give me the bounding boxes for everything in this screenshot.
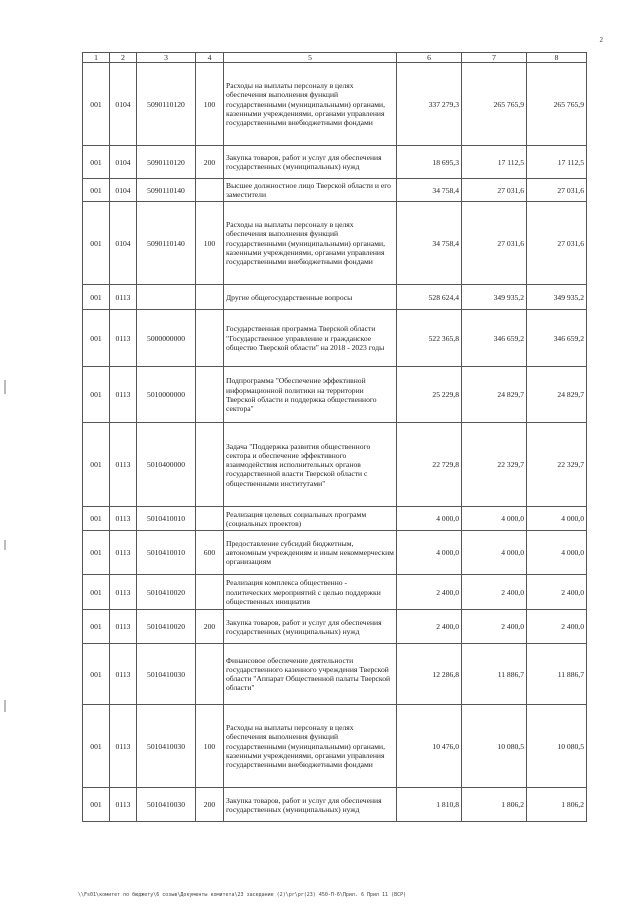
- cell-section-code: 0113: [110, 610, 137, 644]
- header-col-1: 1: [83, 53, 110, 63]
- cell-description: Подпрограмма "Обеспечение эффективной информационной политики на территории Тверской области и поддержка общественного сектора": [224, 367, 397, 423]
- cell-description: Задача "Поддержка развития общественного сектора и обеспечение эффективного взаимодействия исполнительных органов государственной власти Тверской области с общественными институтами": [224, 423, 397, 507]
- header-row: [83, 53, 587, 63]
- cell-amount-2: 346 659,2: [462, 310, 527, 367]
- cell-amount-2: 265 765,9: [462, 63, 527, 146]
- cell-description: Расходы на выплаты персоналу в целях обеспечения выполнения функций государственными (муниципальными) органами, казенными учреждениями, органами управления государственными внебюджетными фондами: [224, 202, 397, 285]
- cell-admin-code: 001: [83, 507, 110, 531]
- cell-amount-1: 34 758,4: [397, 179, 462, 202]
- cell-target-code: 5010400000: [137, 423, 196, 507]
- cell-target-code: 5010410010: [137, 507, 196, 531]
- cell-admin-code: 001: [83, 179, 110, 202]
- cell-admin-code: 001: [83, 644, 110, 705]
- table-row: [83, 202, 587, 285]
- cell-amount-3: 27 031,6: [527, 202, 587, 285]
- table-row: [83, 285, 587, 310]
- cell-target-code: 5090110120: [137, 63, 196, 146]
- cell-expense-type: [196, 310, 224, 367]
- budget-table: [82, 52, 587, 822]
- cell-amount-1: 10 476,0: [397, 705, 462, 788]
- cell-admin-code: 001: [83, 788, 110, 822]
- cell-amount-3: 4 000,0: [527, 507, 587, 531]
- cell-expense-type: [196, 367, 224, 423]
- cell-target-code: 5010410030: [137, 705, 196, 788]
- cell-amount-2: 17 112,5: [462, 146, 527, 179]
- cell-amount-1: 4 000,0: [397, 531, 462, 575]
- cell-admin-code: 001: [83, 310, 110, 367]
- cell-amount-3: 17 112,5: [527, 146, 587, 179]
- cell-expense-type: 200: [196, 788, 224, 822]
- table-row: [83, 146, 587, 179]
- cell-amount-2: 2 400,0: [462, 575, 527, 610]
- cell-amount-1: 18 695,3: [397, 146, 462, 179]
- cell-amount-1: 2 400,0: [397, 610, 462, 644]
- cell-amount-2: 4 000,0: [462, 507, 527, 531]
- cell-target-code: 5010410030: [137, 644, 196, 705]
- cell-description: Другие общегосударственные вопросы: [224, 285, 397, 310]
- cell-expense-type: 600: [196, 531, 224, 575]
- cell-amount-2: 22 329,7: [462, 423, 527, 507]
- cell-description: Расходы на выплаты персоналу в целях обеспечения выполнения функций государственными (муниципальными) органами, казенными учреждениями, органами управления государственными внебюджетными фондами: [224, 705, 397, 788]
- table-row: [83, 367, 587, 423]
- cell-amount-3: 11 886,7: [527, 644, 587, 705]
- table-row: [83, 507, 587, 531]
- cell-amount-2: 27 031,6: [462, 202, 527, 285]
- cell-section-code: 0113: [110, 423, 137, 507]
- cell-admin-code: 001: [83, 423, 110, 507]
- page-number: 2: [599, 36, 603, 44]
- cell-description: Реализация целевых социальных программ (социальных проектов): [224, 507, 397, 531]
- cell-description: Реализация комплекса общественно - политических мероприятий с целью поддержки общественных инициатив: [224, 575, 397, 610]
- cell-amount-2: 27 031,6: [462, 179, 527, 202]
- header-col-7: 7: [462, 53, 527, 63]
- cell-expense-type: 200: [196, 146, 224, 179]
- table-row: [83, 179, 587, 202]
- cell-amount-2: 1 806,2: [462, 788, 527, 822]
- cell-section-code: 0113: [110, 575, 137, 610]
- cell-amount-3: 27 031,6: [527, 179, 587, 202]
- table-row: [83, 788, 587, 822]
- cell-amount-1: 4 000,0: [397, 507, 462, 531]
- table-row: [83, 310, 587, 367]
- cell-amount-2: 24 829,7: [462, 367, 527, 423]
- cell-target-code: 5000000000: [137, 310, 196, 367]
- cell-expense-type: 100: [196, 63, 224, 146]
- scan-mark: [4, 540, 6, 550]
- cell-section-code: 0113: [110, 507, 137, 531]
- cell-target-code: 5090110120: [137, 146, 196, 179]
- cell-expense-type: 100: [196, 202, 224, 285]
- cell-amount-3: 4 000,0: [527, 531, 587, 575]
- cell-admin-code: 001: [83, 610, 110, 644]
- cell-description: Предоставление субсидий бюджетным, автономным учреждениям и иным некоммерческим организациям: [224, 531, 397, 575]
- cell-amount-1: 528 624,4: [397, 285, 462, 310]
- cell-admin-code: 001: [83, 575, 110, 610]
- cell-amount-3: 2 400,0: [527, 610, 587, 644]
- cell-amount-3: 24 829,7: [527, 367, 587, 423]
- cell-expense-type: [196, 179, 224, 202]
- cell-amount-3: 346 659,2: [527, 310, 587, 367]
- cell-amount-1: 25 229,8: [397, 367, 462, 423]
- footer-file-path: \\Fs01\комитет по бюджету\6 созыв\Документы комитета\23 заседание (2)\pr\pr(23) 450-П-6\Прил. 6 Прил 11 (ВСР): [78, 892, 407, 898]
- cell-section-code: 0113: [110, 367, 137, 423]
- cell-target-code: 5010410010: [137, 531, 196, 575]
- cell-amount-3: 10 080,5: [527, 705, 587, 788]
- cell-section-code: 0104: [110, 202, 137, 285]
- table-row: [83, 705, 587, 788]
- cell-description: Закупка товаров, работ и услуг для обеспечения государственных (муниципальных) нужд: [224, 610, 397, 644]
- header-col-5: 5: [224, 53, 397, 63]
- header-col-3: 3: [137, 53, 196, 63]
- table-row: [83, 575, 587, 610]
- cell-admin-code: 001: [83, 531, 110, 575]
- cell-expense-type: [196, 575, 224, 610]
- cell-target-code: 5010410020: [137, 610, 196, 644]
- header-col-6: 6: [397, 53, 462, 63]
- cell-amount-1: 2 400,0: [397, 575, 462, 610]
- scan-mark: [4, 700, 6, 712]
- cell-amount-1: 34 758,4: [397, 202, 462, 285]
- header-col-2: 2: [110, 53, 137, 63]
- cell-admin-code: 001: [83, 202, 110, 285]
- cell-section-code: 0113: [110, 788, 137, 822]
- cell-section-code: 0113: [110, 644, 137, 705]
- cell-target-code: 5090110140: [137, 179, 196, 202]
- cell-target-code: 5090110140: [137, 202, 196, 285]
- table-row: [83, 63, 587, 146]
- cell-amount-1: 1 810,8: [397, 788, 462, 822]
- table-row: [83, 610, 587, 644]
- cell-amount-1: 12 286,8: [397, 644, 462, 705]
- cell-section-code: 0113: [110, 705, 137, 788]
- cell-amount-2: 2 400,0: [462, 610, 527, 644]
- cell-target-code: 5010000000: [137, 367, 196, 423]
- table-row: [83, 531, 587, 575]
- cell-amount-2: 4 000,0: [462, 531, 527, 575]
- cell-admin-code: 001: [83, 146, 110, 179]
- cell-amount-3: 1 806,2: [527, 788, 587, 822]
- cell-section-code: 0104: [110, 63, 137, 146]
- cell-expense-type: [196, 507, 224, 531]
- cell-amount-2: 349 935,2: [462, 285, 527, 310]
- cell-amount-1: 22 729,8: [397, 423, 462, 507]
- table-row: [83, 423, 587, 507]
- cell-description: Расходы на выплаты персоналу в целях обеспечения выполнения функций государственными (муниципальными) органами, казенными учреждениями, органами управления государственными внебюджетными фондами: [224, 63, 397, 146]
- cell-expense-type: [196, 285, 224, 310]
- cell-amount-2: 10 080,5: [462, 705, 527, 788]
- cell-expense-type: 200: [196, 610, 224, 644]
- cell-description: Закупка товаров, работ и услуг для обеспечения государственных (муниципальных) нужд: [224, 788, 397, 822]
- cell-section-code: 0104: [110, 146, 137, 179]
- scan-mark: [4, 380, 6, 394]
- cell-description: Высшее должностное лицо Тверской области и его заместители: [224, 179, 397, 202]
- cell-amount-3: 22 329,7: [527, 423, 587, 507]
- cell-amount-2: 11 886,7: [462, 644, 527, 705]
- cell-target-code: 5010410030: [137, 788, 196, 822]
- cell-expense-type: [196, 644, 224, 705]
- header-col-8: 8: [527, 53, 587, 63]
- budget-table-container: [82, 52, 586, 822]
- cell-admin-code: 001: [83, 367, 110, 423]
- cell-amount-3: 2 400,0: [527, 575, 587, 610]
- cell-expense-type: 100: [196, 705, 224, 788]
- cell-admin-code: 001: [83, 63, 110, 146]
- cell-section-code: 0113: [110, 285, 137, 310]
- cell-description: Закупка товаров, работ и услуг для обеспечения государственных (муниципальных) нужд: [224, 146, 397, 179]
- cell-admin-code: 001: [83, 285, 110, 310]
- header-col-4: 4: [196, 53, 224, 63]
- cell-target-code: 5010410020: [137, 575, 196, 610]
- cell-amount-3: 265 765,9: [527, 63, 587, 146]
- cell-description: Финансовое обеспечение деятельности государственного казенного учреждения Тверской области "Аппарат Общественной палаты Тверской области": [224, 644, 397, 705]
- cell-section-code: 0113: [110, 531, 137, 575]
- table-row: [83, 644, 587, 705]
- cell-expense-type: [196, 423, 224, 507]
- cell-section-code: 0104: [110, 179, 137, 202]
- cell-admin-code: 001: [83, 705, 110, 788]
- cell-amount-3: 349 935,2: [527, 285, 587, 310]
- cell-section-code: 0113: [110, 310, 137, 367]
- cell-description: Государственная программа Тверской области "Государственное управление и гражданское общество Тверской области" на 2018 - 2023 годы: [224, 310, 397, 367]
- cell-amount-1: 337 279,3: [397, 63, 462, 146]
- cell-target-code: [137, 285, 196, 310]
- cell-amount-1: 522 365,8: [397, 310, 462, 367]
